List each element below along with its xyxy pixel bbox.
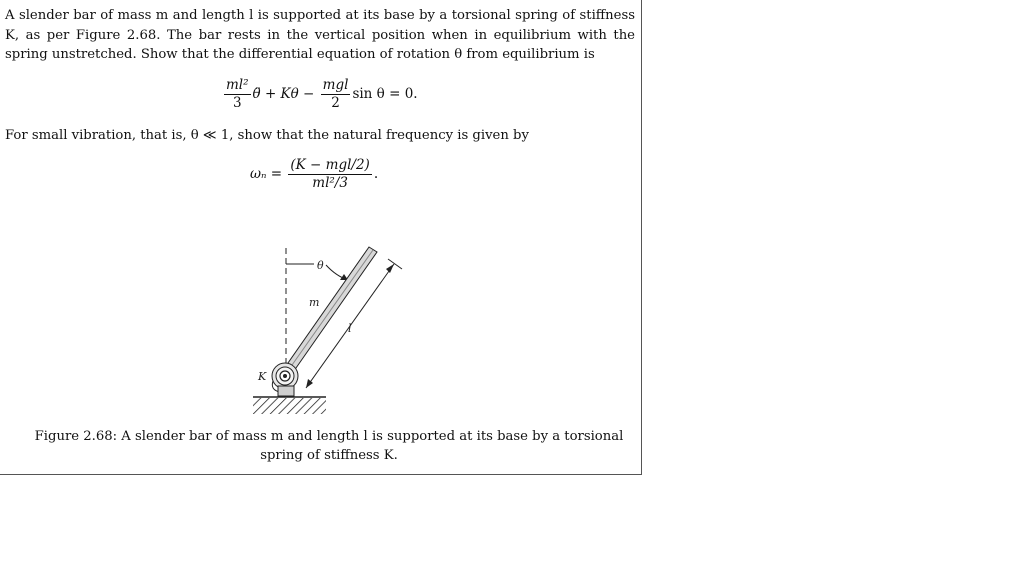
eq2-numerator: (K − mgl/2) (290, 157, 370, 173)
bar-spring-figure (240, 240, 420, 425)
eq1-frac2-den: 2 (331, 95, 340, 111)
small-vibration-statement (5, 126, 635, 146)
theta-label: θ (317, 259, 324, 272)
problem-statement (5, 6, 635, 65)
pivot-support (278, 386, 294, 396)
eq1-frac2-num: mgl (322, 77, 349, 93)
problem-line-3: spring unstretched. Show that the differential equation of rotation θ from equilibrium is (5, 47, 595, 62)
eq1-fraction-inertia (224, 78, 251, 111)
caption-line-1: Figure 2.68: A slender bar of mass m and length l is supported at its base by a torsional (34, 429, 624, 444)
small-vibration-line: For small vibration, that is, θ ≪ 1, show that the natural frequency is given by (5, 128, 529, 143)
eq2-lhs: ωₙ = (250, 166, 283, 182)
figure-caption (25, 427, 633, 465)
eq1-frac1-den: 3 (232, 95, 242, 111)
slender-bar (281, 247, 377, 378)
equation-of-motion (222, 78, 418, 111)
stiffness-label: K (258, 370, 267, 383)
length-label: l (348, 322, 352, 335)
natural-frequency-equation (250, 158, 378, 191)
ground-hatching (253, 398, 326, 414)
length-arrowhead-top (386, 264, 394, 273)
problem-line-2: K, as per Figure 2.68. The bar rests in the vertical position when in equilibrium with the (5, 27, 635, 43)
eq1-frac1-num: ml² (226, 77, 249, 93)
eq2-denominator: ml²/3 (312, 175, 348, 191)
caption-line-2: spring of stiffness K. (260, 448, 398, 463)
eq2-fraction (288, 158, 371, 191)
eq1-tail: sin θ = 0. (352, 86, 418, 102)
eq2-tail: . (373, 166, 379, 182)
eq1-middle-terms: θ̈ + Kθ − (252, 86, 315, 102)
mass-label: m (309, 296, 320, 309)
eq1-fraction-gravity (321, 78, 351, 111)
problem-line-1: A slender bar of mass m and length l is supported at its base by a torsional spring of stiffness (5, 8, 635, 23)
